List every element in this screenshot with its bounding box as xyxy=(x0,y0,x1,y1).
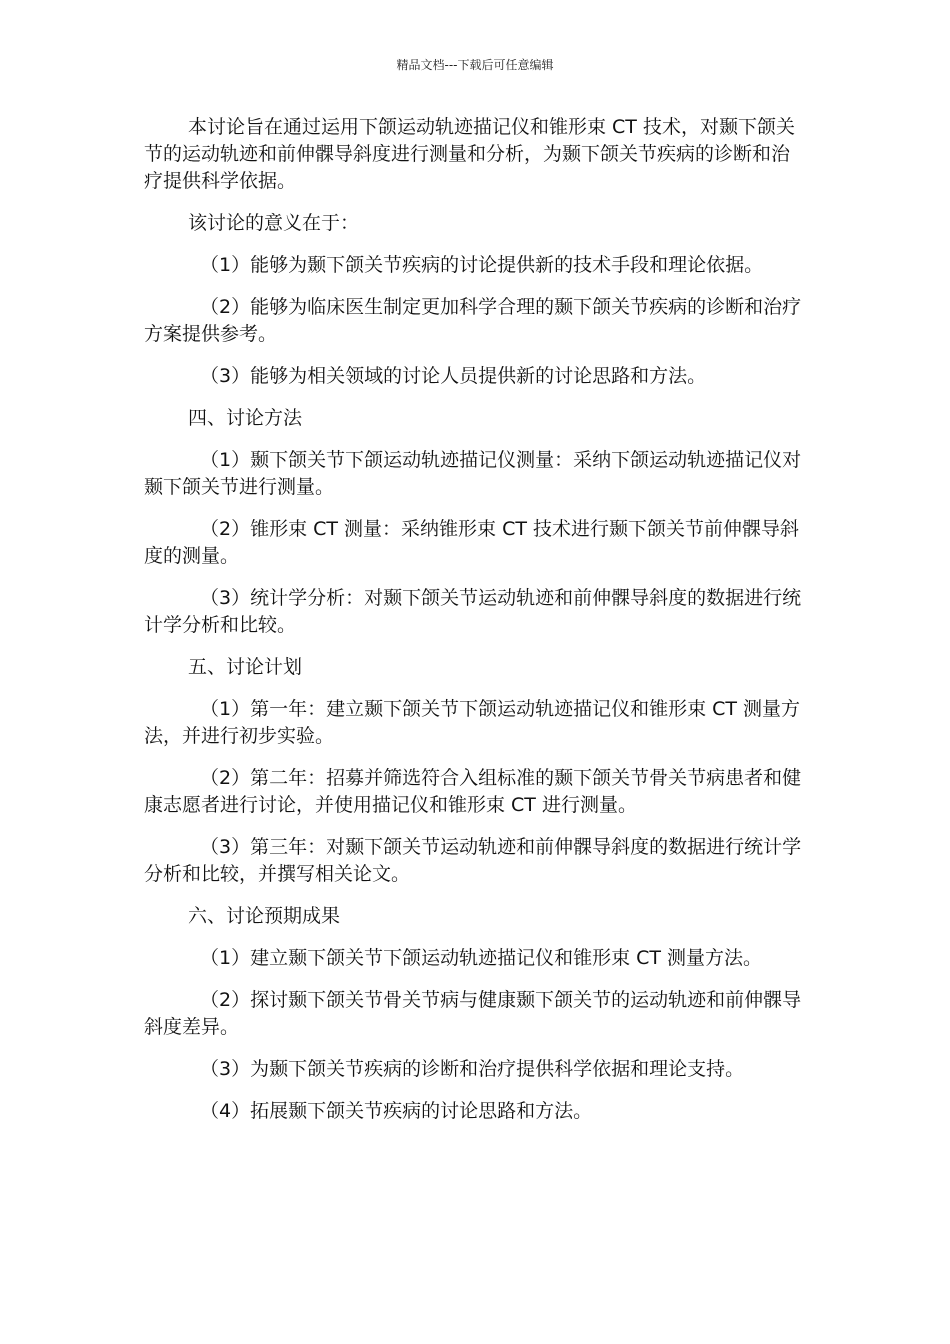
list-item: （2）锥形束 CT 测量：采纳锥形束 CT 技术进行颞下颌关节前伸髁导斜度的测量。 xyxy=(144,518,799,567)
list-item: （2）第二年：招募并筛选符合入组标准的颞下颌关节骨关节病患者和健康志愿者进行讨论，并使用描记仪和锥形束 CT 进行测量。 xyxy=(144,767,802,816)
paragraph-intro: 本讨论旨在通过运用下颌运动轨迹描记仪和锥形束 CT 技术，对颞下颌关节的运动轨迹和前伸髁导斜度进行测量和分析，为颞下颌关节疾病的诊断和治疗提供科学依据。 xyxy=(144,116,795,192)
list-item: （1）颞下颌关节下颌运动轨迹描记仪测量：采纳下颌运动轨迹描记仪对颞下颌关节进行测量。 xyxy=(144,449,802,498)
document-body xyxy=(144,114,808,1140)
section-heading-methods: 四、讨论方法 xyxy=(188,407,303,429)
list-item: （3）第三年：对颞下颌关节运动轨迹和前伸髁导斜度的数据进行统计学分析和比较，并撰写相关论文。 xyxy=(144,836,802,885)
list-item: （1）第一年：建立颞下颌关节下颌运动轨迹描记仪和锥形束 CT 测量方法，并进行初步实验。 xyxy=(144,698,801,747)
list-item: （1）能够为颞下颌关节疾病的讨论提供新的技术手段和理论依据。 xyxy=(200,254,764,276)
list-item: （2）探讨颞下颌关节骨关节病与健康颞下颌关节的运动轨迹和前伸髁导斜度差异。 xyxy=(144,989,802,1038)
list-item: （1）建立颞下颌关节下颌运动轨迹描记仪和锥形束 CT 测量方法。 xyxy=(200,947,763,969)
page-header: 精品文档---下载后可任意编辑 xyxy=(396,58,554,72)
section-heading-outcomes: 六、讨论预期成果 xyxy=(188,905,341,927)
section-heading-plan: 五、讨论计划 xyxy=(188,656,303,678)
list-item: （4）拓展颞下颌关节疾病的讨论思路和方法。 xyxy=(200,1100,593,1122)
paragraph-significance-lead: 该讨论的意义在于： xyxy=(188,212,360,234)
list-item: （3）为颞下颌关节疾病的诊断和治疗提供科学依据和理论支持。 xyxy=(200,1058,745,1080)
list-item: （3）统计学分析：对颞下颌关节运动轨迹和前伸髁导斜度的数据进行统计学分析和比较。 xyxy=(144,587,802,636)
list-item: （2）能够为临床医生制定更加科学合理的颞下颌关节疾病的诊断和治疗方案提供参考。 xyxy=(144,296,802,345)
list-item: （3）能够为相关领域的讨论人员提供新的讨论思路和方法。 xyxy=(200,365,707,387)
